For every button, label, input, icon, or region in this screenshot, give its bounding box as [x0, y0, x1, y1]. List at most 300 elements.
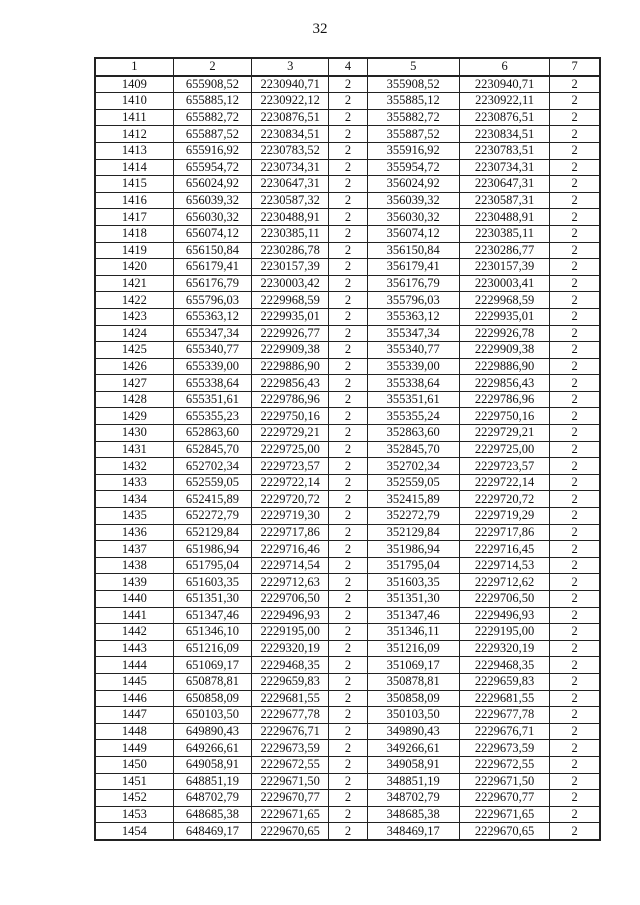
table-cell: 655355,23 — [173, 408, 251, 425]
table-cell: 1434 — [95, 491, 173, 508]
table-cell: 1430 — [95, 425, 173, 442]
table-cell: 2230157,39 — [459, 259, 549, 276]
table-cell: 2 — [550, 607, 600, 624]
table-cell: 2 — [329, 756, 367, 773]
table-cell: 2229670,65 — [459, 823, 549, 840]
table-row — [95, 375, 600, 392]
table-cell: 2229719,29 — [459, 508, 549, 525]
table-cell: 650858,09 — [173, 690, 251, 707]
table-cell: 2229909,38 — [252, 342, 329, 359]
table-cell: 351216,09 — [367, 640, 459, 657]
table-cell: 2 — [329, 790, 367, 807]
table-cell: 2 — [329, 474, 367, 491]
table-cell: 352272,79 — [367, 508, 459, 525]
table-cell: 352559,05 — [367, 474, 459, 491]
table-cell: 655338,64 — [173, 375, 251, 392]
table-cell: 1409 — [95, 76, 173, 93]
table-cell: 349058,91 — [367, 756, 459, 773]
table-cell: 2 — [550, 225, 600, 242]
coordinates-table — [94, 57, 601, 841]
table-cell: 2 — [550, 408, 600, 425]
table-cell: 355908,52 — [367, 76, 459, 93]
table-cell: 2229195,00 — [252, 624, 329, 641]
table-cell: 356150,84 — [367, 242, 459, 259]
table-row — [95, 491, 600, 508]
table-row — [95, 707, 600, 724]
table-cell: 2229673,59 — [459, 740, 549, 757]
table-row — [95, 640, 600, 657]
table-cell: 2 — [329, 375, 367, 392]
table-cell: 351986,94 — [367, 541, 459, 558]
table-cell: 2 — [329, 192, 367, 209]
table-cell: 655339,00 — [173, 358, 251, 375]
table-cell: 355882,72 — [367, 109, 459, 126]
table-row — [95, 524, 600, 541]
table-cell: 2229714,54 — [252, 557, 329, 574]
table-cell: 2229659,83 — [252, 673, 329, 690]
table-cell: 656176,79 — [173, 275, 251, 292]
table-cell: 655340,77 — [173, 342, 251, 359]
table-cell: 2229671,50 — [252, 773, 329, 790]
table-cell: 655916,92 — [173, 142, 251, 159]
table-cell: 1428 — [95, 391, 173, 408]
table-cell: 355916,92 — [367, 142, 459, 159]
table-cell: 2229671,65 — [459, 806, 549, 823]
table-cell: 650878,81 — [173, 673, 251, 690]
table-cell: 355338,64 — [367, 375, 459, 392]
table-cell: 2 — [550, 740, 600, 757]
table-cell: 1439 — [95, 574, 173, 591]
table-cell: 1421 — [95, 275, 173, 292]
table-cell: 2 — [329, 126, 367, 143]
table-cell: 2 — [550, 640, 600, 657]
table-cell: 2 — [550, 109, 600, 126]
table-cell: 2230488,91 — [459, 209, 549, 226]
table-cell: 1445 — [95, 673, 173, 690]
table-cell: 2 — [550, 591, 600, 608]
table-cell: 2229723,57 — [252, 458, 329, 475]
table-cell: 2 — [329, 574, 367, 591]
table-cell: 351351,30 — [367, 591, 459, 608]
table-body — [95, 76, 600, 840]
table-cell: 2230876,51 — [459, 109, 549, 126]
table-cell: 2229729,21 — [252, 425, 329, 442]
table-cell: 656024,92 — [173, 176, 251, 193]
table-cell: 1412 — [95, 126, 173, 143]
table-cell: 1444 — [95, 657, 173, 674]
table-cell: 656150,84 — [173, 242, 251, 259]
table-cell: 349890,43 — [367, 723, 459, 740]
table-cell: 2 — [329, 209, 367, 226]
table-row — [95, 441, 600, 458]
table-cell: 1449 — [95, 740, 173, 757]
table-cell: 1422 — [95, 292, 173, 309]
table-cell: 2229968,59 — [252, 292, 329, 309]
table-cell: 2 — [329, 76, 367, 93]
table-cell: 2 — [329, 607, 367, 624]
table-row — [95, 574, 600, 591]
table-cell: 2 — [550, 458, 600, 475]
table-cell: 656074,12 — [173, 225, 251, 242]
table-cell: 2229750,16 — [459, 408, 549, 425]
table-cell: 2 — [329, 806, 367, 823]
table-cell: 2 — [550, 806, 600, 823]
table-cell: 2 — [550, 823, 600, 840]
table-cell: 648685,38 — [173, 806, 251, 823]
table-cell: 2 — [550, 491, 600, 508]
table-row — [95, 790, 600, 807]
table-cell: 2 — [329, 773, 367, 790]
table-cell: 1418 — [95, 225, 173, 242]
table-cell: 2 — [550, 557, 600, 574]
table-cell: 2230647,31 — [459, 176, 549, 193]
table-row — [95, 325, 600, 342]
table-cell: 2229716,45 — [459, 541, 549, 558]
table-cell: 655882,72 — [173, 109, 251, 126]
table-cell: 2230286,78 — [252, 242, 329, 259]
table-cell: 2229717,86 — [252, 524, 329, 541]
table-cell: 2229672,55 — [252, 756, 329, 773]
table-cell: 2 — [329, 109, 367, 126]
table-cell: 2 — [329, 640, 367, 657]
table-cell: 2230834,51 — [252, 126, 329, 143]
table-cell: 2 — [329, 176, 367, 193]
table-row — [95, 259, 600, 276]
table-cell: 656039,32 — [173, 192, 251, 209]
table-row — [95, 541, 600, 558]
table-cell: 1416 — [95, 192, 173, 209]
table-row — [95, 159, 600, 176]
table-cell: 656179,41 — [173, 259, 251, 276]
table-cell: 2229786,96 — [459, 391, 549, 408]
table-cell: 1427 — [95, 375, 173, 392]
table-cell: 351069,17 — [367, 657, 459, 674]
table-cell: 649890,43 — [173, 723, 251, 740]
table-cell: 1426 — [95, 358, 173, 375]
table-cell: 2230922,12 — [252, 93, 329, 110]
table-cell: 2229856,43 — [459, 375, 549, 392]
table-cell: 655908,52 — [173, 76, 251, 93]
table-cell: 356030,32 — [367, 209, 459, 226]
table-cell: 1448 — [95, 723, 173, 740]
table-cell: 350878,81 — [367, 673, 459, 690]
table-cell: 2 — [550, 657, 600, 674]
table-row — [95, 209, 600, 226]
table-cell: 2 — [329, 391, 367, 408]
table-cell: 648469,17 — [173, 823, 251, 840]
table-cell: 1453 — [95, 806, 173, 823]
table-cell: 2229681,55 — [252, 690, 329, 707]
table-cell: 651346,10 — [173, 624, 251, 641]
table-cell: 655363,12 — [173, 308, 251, 325]
table-cell: 2229681,55 — [459, 690, 549, 707]
table-cell: 356176,79 — [367, 275, 459, 292]
table-cell: 1431 — [95, 441, 173, 458]
table-cell: 2 — [550, 690, 600, 707]
table-cell: 655885,12 — [173, 93, 251, 110]
table-cell: 355351,61 — [367, 391, 459, 408]
table-cell: 2 — [329, 740, 367, 757]
table-cell: 2 — [550, 425, 600, 442]
table-row — [95, 557, 600, 574]
table-cell: 655954,72 — [173, 159, 251, 176]
table-cell: 2 — [329, 292, 367, 309]
header-row — [95, 58, 600, 76]
table-cell: 2229935,01 — [459, 308, 549, 325]
table-cell: 2 — [550, 192, 600, 209]
table-row — [95, 342, 600, 359]
table-row — [95, 823, 600, 840]
table-cell: 2 — [550, 358, 600, 375]
table-header — [95, 58, 600, 76]
table-cell: 649266,61 — [173, 740, 251, 757]
table-row — [95, 93, 600, 110]
table-cell: 1437 — [95, 541, 173, 558]
table-cell: 1432 — [95, 458, 173, 475]
table-cell: 1413 — [95, 142, 173, 159]
table-cell: 2229722,14 — [252, 474, 329, 491]
table-cell: 2229712,63 — [252, 574, 329, 591]
table-cell: 355339,00 — [367, 358, 459, 375]
table-cell: 2 — [550, 391, 600, 408]
table-cell: 2 — [550, 508, 600, 525]
table-cell: 2 — [329, 591, 367, 608]
table-cell: 655347,34 — [173, 325, 251, 342]
table-cell: 351346,11 — [367, 624, 459, 641]
table-cell: 1417 — [95, 209, 173, 226]
table-cell: 2 — [550, 159, 600, 176]
table-cell: 2229677,78 — [459, 707, 549, 724]
table-cell: 2229720,72 — [459, 491, 549, 508]
table-cell: 2230783,51 — [459, 142, 549, 159]
column-header: 4 — [329, 58, 367, 76]
table-row — [95, 607, 600, 624]
table-cell: 656030,32 — [173, 209, 251, 226]
table-cell: 652863,60 — [173, 425, 251, 442]
table-row — [95, 76, 600, 93]
column-header: 1 — [95, 58, 173, 76]
table-cell: 2 — [329, 441, 367, 458]
table-cell: 2 — [550, 723, 600, 740]
table-cell: 652559,05 — [173, 474, 251, 491]
table-cell: 2229320,19 — [252, 640, 329, 657]
table-row — [95, 308, 600, 325]
table-cell: 2 — [329, 242, 367, 259]
table-cell: 651603,35 — [173, 574, 251, 591]
table-cell: 355340,77 — [367, 342, 459, 359]
table-cell: 1411 — [95, 109, 173, 126]
table-row — [95, 474, 600, 491]
table-cell: 2 — [329, 225, 367, 242]
table-cell: 2229676,71 — [459, 723, 549, 740]
table-cell: 2 — [329, 557, 367, 574]
table-cell: 2229926,77 — [252, 325, 329, 342]
table-cell: 2 — [329, 142, 367, 159]
table-cell: 2230834,51 — [459, 126, 549, 143]
column-header: 2 — [173, 58, 251, 76]
table-cell: 2 — [550, 673, 600, 690]
table-cell: 2229968,59 — [459, 292, 549, 309]
table-cell: 2 — [329, 408, 367, 425]
table-cell: 652415,89 — [173, 491, 251, 508]
table-cell: 2 — [329, 93, 367, 110]
table-cell: 2 — [329, 723, 367, 740]
table-cell: 350858,09 — [367, 690, 459, 707]
page-number: 32 — [312, 21, 328, 37]
table-cell: 2 — [550, 76, 600, 93]
table-cell: 2 — [550, 574, 600, 591]
table-cell: 2 — [550, 624, 600, 641]
table-cell: 1414 — [95, 159, 173, 176]
table-cell: 356179,41 — [367, 259, 459, 276]
table-cell: 649058,91 — [173, 756, 251, 773]
table-cell: 2229714,53 — [459, 557, 549, 574]
table-cell: 2229725,00 — [252, 441, 329, 458]
table-cell: 355887,52 — [367, 126, 459, 143]
table-cell: 352702,34 — [367, 458, 459, 475]
table-cell: 356039,32 — [367, 192, 459, 209]
table-cell: 651069,17 — [173, 657, 251, 674]
table-cell: 1425 — [95, 342, 173, 359]
table-cell: 652702,34 — [173, 458, 251, 475]
table-cell: 2 — [550, 541, 600, 558]
table-cell: 2230587,31 — [459, 192, 549, 209]
table-row — [95, 358, 600, 375]
table-cell: 2229786,96 — [252, 391, 329, 408]
table-row — [95, 673, 600, 690]
table-cell: 2230734,31 — [252, 159, 329, 176]
table-cell: 655887,52 — [173, 126, 251, 143]
table-cell: 2229886,90 — [252, 358, 329, 375]
table-cell: 2229725,00 — [459, 441, 549, 458]
table-cell: 652272,79 — [173, 508, 251, 525]
table-cell: 1443 — [95, 640, 173, 657]
table-cell: 2 — [329, 325, 367, 342]
table-cell: 2229670,77 — [459, 790, 549, 807]
table-cell: 2 — [329, 358, 367, 375]
table-cell: 2229468,35 — [459, 657, 549, 674]
table-cell: 356074,12 — [367, 225, 459, 242]
table-cell: 352845,70 — [367, 441, 459, 458]
table-cell: 2 — [329, 624, 367, 641]
table-cell: 2229856,43 — [252, 375, 329, 392]
table-cell: 1429 — [95, 408, 173, 425]
table-cell: 2 — [550, 756, 600, 773]
table-cell: 2229729,21 — [459, 425, 549, 442]
table-cell: 2 — [329, 690, 367, 707]
table-row — [95, 773, 600, 790]
table-cell: 1452 — [95, 790, 173, 807]
table-cell: 2230385,11 — [459, 225, 549, 242]
table-row — [95, 591, 600, 608]
table-cell: 1419 — [95, 242, 173, 259]
table-cell: 2 — [329, 541, 367, 558]
table-cell: 351795,04 — [367, 557, 459, 574]
table-cell: 655351,61 — [173, 391, 251, 408]
table-cell: 2230003,41 — [459, 275, 549, 292]
table-cell: 2 — [550, 259, 600, 276]
table-cell: 2 — [329, 458, 367, 475]
table-cell: 348469,17 — [367, 823, 459, 840]
table-cell: 2229717,86 — [459, 524, 549, 541]
table-cell: 2230940,71 — [252, 76, 329, 93]
table-cell: 652129,84 — [173, 524, 251, 541]
table-cell: 2 — [329, 308, 367, 325]
table-cell: 2229926,78 — [459, 325, 549, 342]
table-row — [95, 740, 600, 757]
table-cell: 352415,89 — [367, 491, 459, 508]
table-cell: 2 — [329, 673, 367, 690]
table-cell: 348685,38 — [367, 806, 459, 823]
table-row — [95, 292, 600, 309]
table-cell: 2229706,50 — [459, 591, 549, 608]
table-row — [95, 391, 600, 408]
table-cell: 1451 — [95, 773, 173, 790]
table-cell: 2229720,72 — [252, 491, 329, 508]
table-cell: 2229496,93 — [459, 607, 549, 624]
table-cell: 2 — [329, 425, 367, 442]
table-cell: 355347,34 — [367, 325, 459, 342]
table-cell: 655796,03 — [173, 292, 251, 309]
table-cell: 650103,50 — [173, 707, 251, 724]
table-cell: 356024,92 — [367, 176, 459, 193]
table-cell: 351347,46 — [367, 607, 459, 624]
coordinates-table-container — [94, 57, 601, 841]
table-cell: 2230157,39 — [252, 259, 329, 276]
table-cell: 652845,70 — [173, 441, 251, 458]
table-cell: 2 — [329, 823, 367, 840]
column-header: 7 — [550, 58, 600, 76]
table-cell: 2 — [329, 342, 367, 359]
table-cell: 2229706,50 — [252, 591, 329, 608]
table-cell: 348702,79 — [367, 790, 459, 807]
table-cell: 651347,46 — [173, 607, 251, 624]
table-cell: 2 — [550, 292, 600, 309]
table-cell: 2229750,16 — [252, 408, 329, 425]
table-cell: 2 — [329, 259, 367, 276]
table-cell: 348851,19 — [367, 773, 459, 790]
table-cell: 651351,30 — [173, 591, 251, 608]
table-row — [95, 624, 600, 641]
table-cell: 2229195,00 — [459, 624, 549, 641]
table-cell: 2229719,30 — [252, 508, 329, 525]
table-cell: 2229496,93 — [252, 607, 329, 624]
table-row — [95, 225, 600, 242]
table-cell: 2229712,62 — [459, 574, 549, 591]
table-row — [95, 806, 600, 823]
table-cell: 1423 — [95, 308, 173, 325]
table-row — [95, 192, 600, 209]
table-cell: 2229672,55 — [459, 756, 549, 773]
table-cell: 2230876,51 — [252, 109, 329, 126]
table-cell: 1410 — [95, 93, 173, 110]
table-cell: 2230385,11 — [252, 225, 329, 242]
table-cell: 1415 — [95, 176, 173, 193]
table-cell: 355885,12 — [367, 93, 459, 110]
table-cell: 2230922,11 — [459, 93, 549, 110]
table-cell: 2 — [329, 524, 367, 541]
table-cell: 651216,09 — [173, 640, 251, 657]
table-cell: 2229670,77 — [252, 790, 329, 807]
table-cell: 2 — [550, 308, 600, 325]
table-cell: 1441 — [95, 607, 173, 624]
table-cell: 355796,03 — [367, 292, 459, 309]
table-cell: 2229935,01 — [252, 308, 329, 325]
table-cell: 2 — [329, 707, 367, 724]
table-row — [95, 690, 600, 707]
table-cell: 2229676,71 — [252, 723, 329, 740]
table-cell: 2229673,59 — [252, 740, 329, 757]
